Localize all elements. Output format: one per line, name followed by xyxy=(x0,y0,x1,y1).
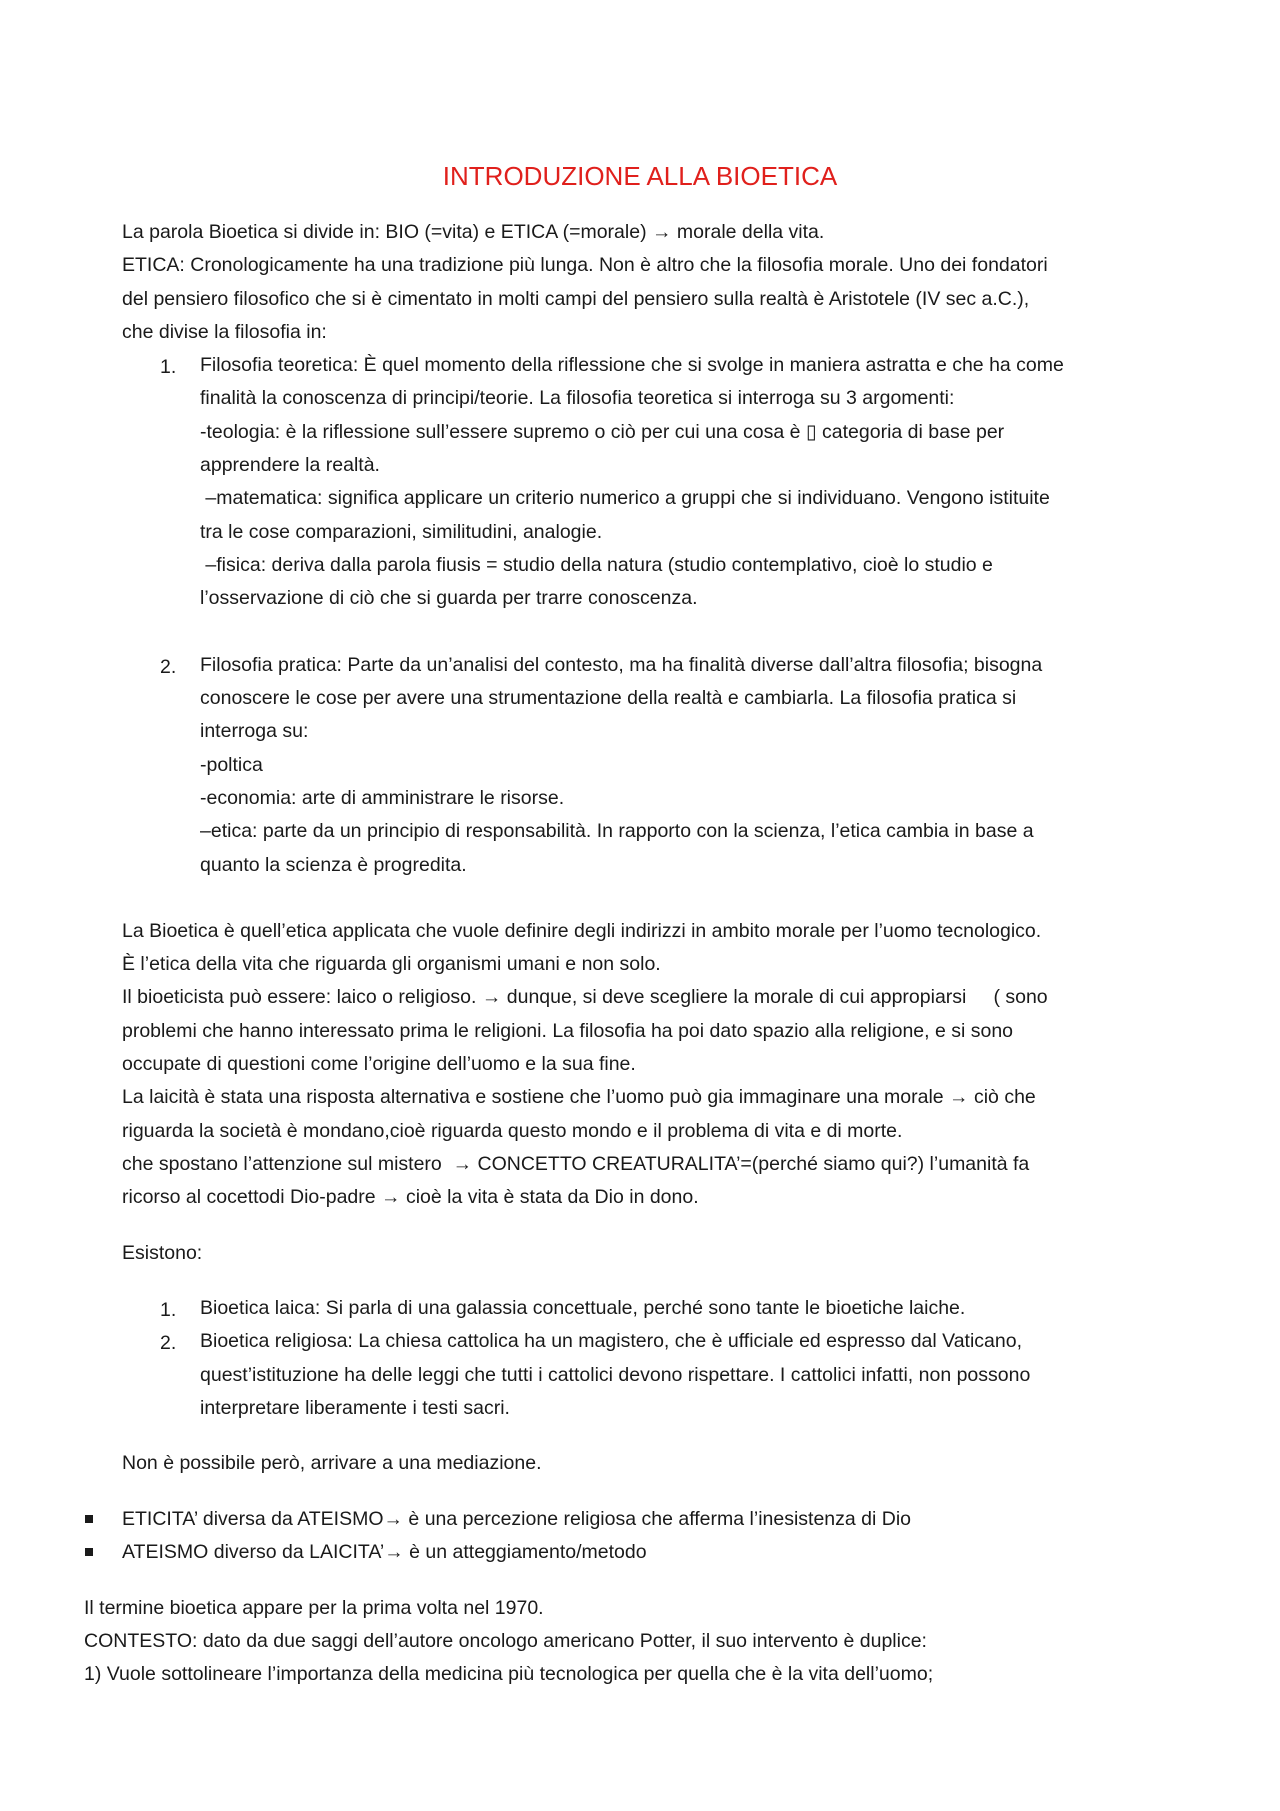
list-item-line: -teologia: è la riflessione sull’essere supremo o ciò per cui una cosa è ▯ categoria di base per xyxy=(200,421,1005,443)
list-item-line: Bioetica laica: Si parla di una galassia concettuale, perché sono tante le bioetiche laiche. xyxy=(200,1297,966,1319)
bullet-item: ATEISMO diverso da LAICITA’→ è un atteggiamento/metodo xyxy=(122,1541,647,1563)
paragraph-line: La laicità è stata una risposta alternativa e sostiene che l’uomo può gia immaginare una morale → ciò che xyxy=(122,1086,1036,1108)
paragraph-line: occupate di questioni come l’origine dell’uomo e la sua fine. xyxy=(122,1053,636,1075)
list-item-line: –matematica: significa applicare un criterio numerico a gruppi che si individuano. Vengono istituite xyxy=(200,487,1050,509)
paragraph-line: riguarda la società è mondano,cioè riguarda questo mondo e il problema di vita e di morte. xyxy=(122,1120,903,1142)
list-item-line: –etica: parte da un principio di responsabilità. In rapporto con la scienza, l’etica cambia in base a xyxy=(200,820,1034,842)
paragraph-line: ricorso al cocettodi Dio-padre → cioè la vita è stata da Dio in dono. xyxy=(122,1186,699,1208)
list-item-line: Filosofia teoretica: È quel momento della riflessione che si svolge in maniera astratta e che ha come xyxy=(200,354,1064,376)
square-bullet-icon xyxy=(85,1548,93,1556)
list-item-line: tra le cose comparazioni, similitudini, analogie. xyxy=(200,521,603,543)
page-title: INTRODUZIONE ALLA BIOETICA xyxy=(442,161,838,191)
list-item-line: –fisica: deriva dalla parola fiusis = studio della natura (studio contemplativo, cioè lo studio e xyxy=(200,554,993,576)
list-item-line: quanto la scienza è progredita. xyxy=(200,854,467,876)
esistono-label: Esistono: xyxy=(122,1242,203,1264)
list-item-line: Filosofia pratica: Parte da un’analisi del contesto, ma ha finalità diverse dall’altra filosofia; bisogna xyxy=(200,654,1043,676)
paragraph-line: È l’etica della vita che riguarda gli organismi umani e non solo. xyxy=(122,953,661,975)
list-item-line: interpretare liberamente i testi sacri. xyxy=(200,1397,510,1419)
list-item-line: interroga su: xyxy=(200,720,309,742)
list-item-line: -poltica xyxy=(200,754,263,776)
list-item-line: apprendere la realtà. xyxy=(200,454,380,476)
square-bullet-icon xyxy=(85,1515,93,1523)
intro-line: che divise la filosofia in: xyxy=(122,321,327,343)
list-number: 1. xyxy=(160,356,177,378)
list-number: 2. xyxy=(160,656,177,678)
list-number: 1. xyxy=(160,1299,177,1321)
paragraph-line: problemi che hanno interessato prima le religioni. La filosofia ha poi dato spazio alla religione, e si sono xyxy=(122,1020,1014,1042)
list-item-line: conoscere le cose per avere una strumentazione della realtà e cambiarla. La filosofia pratica si xyxy=(200,687,1017,709)
intro-line: del pensiero filosofico che si è cimentato in molti campi del pensiero sulla realtà è Aristotele (IV sec a.C.), xyxy=(122,288,1030,310)
closing-line: CONTESTO: dato da due saggi dell’autore oncologo americano Potter, il suo intervento è duplice: xyxy=(84,1630,927,1652)
list-item-line: Bioetica religiosa: La chiesa cattolica ha un magistero, che è ufficiale ed espresso dal Vaticano, xyxy=(200,1330,1023,1352)
mediation-text: Non è possibile però, arrivare a una mediazione. xyxy=(122,1452,542,1474)
list-item-line: finalità la conoscenza di principi/teorie. La filosofia teoretica si interroga su 3 argomenti: xyxy=(200,387,955,409)
closing-line: Il termine bioetica appare per la prima volta nel 1970. xyxy=(84,1597,544,1619)
list-item-line: quest’istituzione ha delle leggi che tutti i cattolici devono rispettare. I cattolici infatti, non possono xyxy=(200,1364,1031,1386)
list-number: 2. xyxy=(160,1332,177,1354)
closing-line: 1) Vuole sottolineare l’importanza della medicina più tecnologica per quella che è la vita dell’uomo; xyxy=(84,1663,934,1685)
paragraph-line: che spostano l’attenzione sul mistero → CONCETTO CREATURALITA’=(perché siamo qui?) l’umanità fa xyxy=(122,1153,1030,1175)
bullet-item: ETICITA’ diversa da ATEISMO→ è una percezione religiosa che afferma l’inesistenza di Dio xyxy=(122,1508,912,1530)
paragraph-line: La Bioetica è quell’etica applicata che vuole definire degli indirizzi in ambito morale per l’uomo tecnologico. xyxy=(122,920,1042,942)
intro-line: ETICA: Cronologicamente ha una tradizione più lunga. Non è altro che la filosofia morale. Uno dei fondatori xyxy=(122,254,1048,276)
intro-line: La parola Bioetica si divide in: BIO (=vita) e ETICA (=morale) → morale della vita. xyxy=(122,221,825,243)
list-item-line: l’osservazione di ciò che si guarda per trarre conoscenza. xyxy=(200,587,698,609)
paragraph-line: Il bioeticista può essere: laico o religioso. → dunque, si deve scegliere la morale di cui appropiarsi ( sono xyxy=(122,986,1048,1008)
list-item-line: -economia: arte di amministrare le risorse. xyxy=(200,787,565,809)
